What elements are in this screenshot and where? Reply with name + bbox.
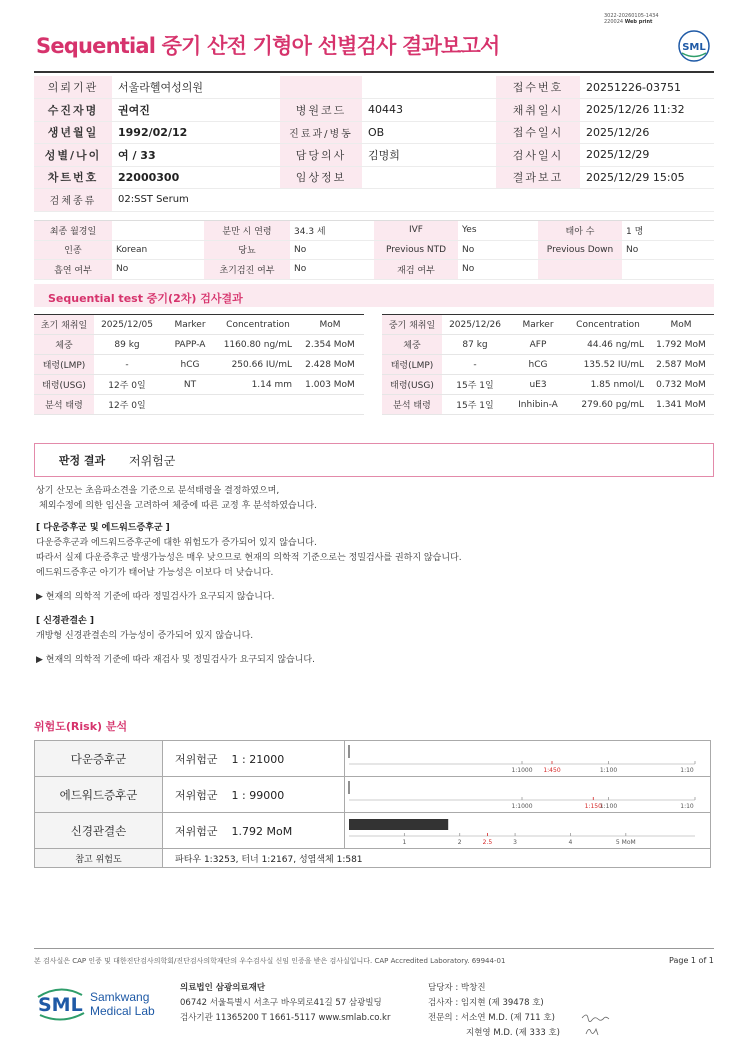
info-label: 진료과/병동: [280, 121, 362, 144]
report-title: Sequential 중기 산전 기형아 선별검사 결과보고서: [36, 34, 500, 58]
tick-label: 2.5: [482, 839, 493, 845]
risk-level: 저위험군: [175, 752, 218, 766]
marker-cell: 0.732 MoM: [648, 375, 714, 395]
marker-row: [382, 335, 714, 355]
accreditation-note: 본 검사실은 CAP 인증 및 대한진단검사의학회/진단검사의학재단의 우수검사실 신임 인증을 받은 검사실입니다. CAP Accredited Laboratory. 69944-01: [34, 957, 506, 965]
marker-cell: 2.587 MoM: [648, 355, 714, 375]
info-value: 서울라헬여성의원: [118, 81, 204, 94]
svg-text:SML: SML: [682, 42, 706, 53]
section-title: Sequential test 중기(2차) 검사결과: [34, 284, 714, 307]
risk-bar-cell: [345, 813, 711, 849]
info-label: 의뢰기관: [34, 76, 112, 99]
tick-label: 5 MoM: [615, 839, 636, 845]
marker-cell: [160, 395, 220, 415]
clinical-label: 최종 월경일: [34, 221, 112, 241]
risk-result: [163, 777, 345, 813]
marker-cell: NT: [160, 375, 220, 395]
marker-header: 2025/12/05: [94, 315, 160, 335]
clinical-value: 34.3 세: [290, 221, 374, 241]
judgement-value: 저위험군: [129, 453, 176, 468]
info-label: 생년월일: [34, 121, 112, 144]
clinical-label: 인종: [34, 240, 112, 260]
risk-name: 신경관결손: [35, 813, 163, 849]
specimen-value: 02:SST Serum: [118, 194, 189, 206]
info-label: [280, 76, 362, 99]
clinical-value: Yes: [458, 221, 538, 241]
risk-value: 1.792 MoM: [231, 824, 293, 838]
marker-row: [382, 375, 714, 395]
marker-header: 초기 채취일: [34, 315, 94, 335]
marker-cell: 1.003 MoM: [296, 375, 364, 395]
tick-label: 3: [513, 839, 517, 845]
marker-cell: 12주 0일: [94, 395, 160, 415]
clinical-value: No: [458, 240, 538, 260]
risk-result: [163, 741, 345, 777]
marker-row: [34, 375, 364, 395]
marker-cell: -: [442, 355, 508, 375]
judgement-label: 판정 결과: [58, 454, 106, 467]
info-value: 여 / 33: [118, 148, 156, 162]
tick-label: 1:1000: [511, 803, 533, 809]
marker-cell: [220, 395, 296, 415]
result-bar: [349, 819, 448, 830]
marker-row: [34, 395, 364, 415]
marker-cell: 1.85 nmol/L: [568, 375, 648, 395]
tick-label: 1:100: [599, 767, 618, 773]
marker-cell: hCG: [508, 355, 568, 375]
clinical-value: No: [458, 260, 538, 280]
marker-cell: AFP: [508, 335, 568, 355]
marker-cell: [296, 395, 364, 415]
marker-header-row: [382, 315, 714, 335]
risk-level: 저위험군: [175, 788, 218, 802]
risk-row: [35, 777, 711, 813]
marker-cell: 2.428 MoM: [296, 355, 364, 375]
risk-analysis-table: [34, 740, 711, 868]
info-label: 검사일시: [496, 144, 580, 167]
clinical-row: [34, 221, 714, 241]
info-value: [362, 76, 496, 99]
marker-cell: 135.52 IU/mL: [568, 355, 648, 375]
tick-label: 1:10: [680, 803, 694, 809]
marker-cell: 태령(LMP): [34, 355, 94, 375]
marker-cell: 분석 태령: [34, 395, 94, 415]
marker-cell: 279.60 pg/mL: [568, 395, 648, 415]
tick-label: 1:1000: [511, 767, 533, 773]
info-row: [34, 76, 714, 99]
svg-text:Medical Lab: Medical Lab: [90, 1004, 155, 1018]
svg-text:Samkwang: Samkwang: [90, 990, 150, 1004]
page-number: Page 1 of 1: [669, 956, 714, 965]
marker-header: Marker: [508, 315, 568, 335]
signature-image: [578, 1010, 618, 1040]
tick-label: 1:100: [599, 803, 618, 809]
sml-badge-icon: [676, 29, 712, 63]
ntd-heading: [ 신경관결손 ]: [36, 616, 94, 626]
marker-row: [382, 395, 714, 415]
info-row: [34, 166, 714, 189]
risk-scale-chart: [345, 777, 709, 809]
marker-cell: uE3: [508, 375, 568, 395]
print-meta: 3022-20260105-1434 220024 Web print: [604, 13, 659, 25]
info-label: 성별/나이: [34, 144, 112, 167]
info-value: 22000300: [118, 170, 180, 184]
marker-cell: 44.46 ng/mL: [568, 335, 648, 355]
clinical-label: 당뇨: [204, 240, 290, 260]
marker-cell: 87 kg: [442, 335, 508, 355]
marker-header: Concentration: [220, 315, 296, 335]
info-value: OB: [368, 125, 385, 139]
tick-label: 1:10: [680, 767, 694, 773]
risk-bar-cell: [345, 777, 711, 813]
clinical-label: 흡연 여부: [34, 260, 112, 280]
risk-bar-cell: [345, 741, 711, 777]
marker-cell: Inhibin-A: [508, 395, 568, 415]
info-row: [34, 99, 714, 122]
tick-label: 4: [568, 839, 573, 845]
info-value: 권여진: [118, 103, 150, 117]
info-value: 1992/02/12: [118, 125, 188, 139]
clinical-value: [622, 260, 714, 280]
marker-header-row: [34, 315, 364, 335]
clinical-value: [112, 221, 204, 241]
marker-cell: 체중: [382, 335, 442, 355]
marker-cell: 분석 태령: [382, 395, 442, 415]
marker-cell: 12주 0일: [94, 375, 160, 395]
svg-text:SML: SML: [38, 994, 83, 1016]
clinical-info-table: [34, 220, 714, 280]
marker-header: 중기 채취일: [382, 315, 442, 335]
specimen-row: [34, 189, 714, 212]
marker-cell: 15주 1일: [442, 375, 508, 395]
info-row: [34, 144, 714, 167]
footer-rule: [34, 948, 714, 949]
marker-header: MoM: [296, 315, 364, 335]
clinical-value: No: [112, 260, 204, 280]
reference-risk-value: 파타우 1:3253, 터너 1:2167, 성염색체 1:581: [163, 849, 711, 868]
info-label: 임상정보: [280, 166, 362, 189]
clinical-row: [34, 260, 714, 280]
patient-info-table: [34, 76, 714, 212]
marker-row: [34, 355, 364, 375]
down-recommendation: ▶ 현재의 의학적 기준에 따라 정밀검사가 요구되지 않습니다.: [36, 592, 275, 602]
info-value: 40443: [368, 103, 403, 117]
marker-cell: 태령(USG): [34, 375, 94, 395]
clinical-label: 분만 시 연령: [204, 221, 290, 241]
reference-risk-label: 참고 위험도: [35, 849, 163, 868]
tick-label: 2: [457, 839, 462, 845]
info-value: [362, 166, 496, 189]
marker-cell: 1.792 MoM: [648, 335, 714, 355]
info-value: 2025/12/29 15:05: [586, 170, 685, 184]
marker-cell: -: [94, 355, 160, 375]
clinical-label: 재검 여부: [374, 260, 458, 280]
info-label: 결과보고: [496, 166, 580, 189]
clinical-label: 초기검진 여부: [204, 260, 290, 280]
second-trimester-table: [382, 314, 714, 415]
marker-cell: 89 kg: [94, 335, 160, 355]
info-value: 김명희: [368, 148, 400, 162]
down-heading: [ 다운증후군 및 에드워드증후군 ]: [36, 523, 170, 533]
risk-name: 에드워드증후군: [35, 777, 163, 813]
marker-cell: 250.66 IU/mL: [220, 355, 296, 375]
samkwang-logo-icon: [36, 981, 166, 1025]
info-value: 20251226-03751: [586, 80, 681, 94]
clinical-value: Korean: [112, 240, 204, 260]
marker-cell: PAPP-A: [160, 335, 220, 355]
clinical-value: No: [290, 240, 374, 260]
info-value: 2025/12/26 11:32: [586, 103, 685, 117]
info-label: 접수일시: [496, 121, 580, 144]
clinical-label: IVF: [374, 221, 458, 241]
marker-cell: hCG: [160, 355, 220, 375]
marker-cell: 태령(LMP): [382, 355, 442, 375]
risk-scale-chart: [345, 741, 709, 773]
clinical-label: 태아 수: [538, 221, 622, 241]
marker-header: MoM: [648, 315, 714, 335]
info-label: 수진자명: [34, 99, 112, 122]
clinical-label: Previous Down: [538, 240, 622, 260]
judgement-box: [34, 443, 714, 477]
clinical-value: No: [290, 260, 374, 280]
info-label: 차트번호: [34, 166, 112, 189]
header-rule: [34, 71, 714, 73]
info-value: 2025/12/29: [586, 148, 650, 162]
risk-row: [35, 813, 711, 849]
marker-cell: 1.341 MoM: [648, 395, 714, 415]
risk-result: [163, 813, 345, 849]
marker-cell: 15주 1일: [442, 395, 508, 415]
info-label: 병원코드: [280, 99, 362, 122]
risk-scale-chart: [345, 813, 709, 845]
first-trimester-table: [34, 314, 364, 415]
marker-row: [34, 335, 364, 355]
marker-cell: 1.14 mm: [220, 375, 296, 395]
marker-cell: 태령(USG): [382, 375, 442, 395]
risk-name: 다운증후군: [35, 741, 163, 777]
risk-title: 위험도(Risk) 분석: [34, 720, 128, 733]
specimen-label: 검체종류: [34, 189, 112, 212]
info-value: 2025/12/26: [586, 125, 650, 139]
interpretation-text: 상기 산모는 초음파소견을 기준으로 분석태령을 결정하였으며, 체외수정에 의한 임신을 고려하여 체중에 따른 교정 후 분석하였습니다. [ 다운증후군 및 에드워드증후군 ] 다운증후군과 에드워드증후군에 대한 위험도가 증가되어 있지 않습니다. 따라서 실제 다운증후군 발생가능성은 매우 낮으므로 현재의 의학적 기준으로는 정밀검사를 권하지 않습니다. 에드워드증후군 아기가 태어날 가능성은 이보다 더 낮습니다. ▶ 현재의 의학적 기준에 따라 정밀검사가 요구되지 않습니다. [ 신경관결손 ] 개방형 신경관결손의 가능성이 증가되어 있지 않습니다. ▶ 현재의 의학적 기준에 따라 재검사 및 정밀검사가 요구되지 않습니다.: [36, 484, 716, 668]
reference-risk-row: [35, 849, 711, 868]
risk-value: 1 : 21000: [231, 752, 285, 766]
risk-level: 저위험군: [175, 824, 218, 838]
marker-row: [382, 355, 714, 375]
tick-label: 1: [402, 839, 407, 845]
risk-row: [35, 741, 711, 777]
marker-cell: 체중: [34, 335, 94, 355]
marker-header: Concentration: [568, 315, 648, 335]
tick-label: 1:450: [543, 767, 561, 773]
marker-cell: 2.354 MoM: [296, 335, 364, 355]
info-label: 접수번호: [496, 76, 580, 99]
tick-label: 1:150: [584, 803, 602, 809]
info-row: [34, 121, 714, 144]
info-label: 채취일시: [496, 99, 580, 122]
risk-value: 1 : 99000: [231, 788, 285, 802]
staff-info: 담당자 : 박창진 검사자 : 임지현 (제 39478 호) 전문의 : 서소연 M.D. (제 711 호) 지현영 M.D. (제 333 호): [428, 983, 561, 1038]
clinical-value: 1 명: [622, 221, 714, 241]
marker-cell: 1160.80 ng/mL: [220, 335, 296, 355]
clinical-row: [34, 240, 714, 260]
org-info: 의료법인 삼광의료재단 06742 서울특별시 서초구 바우뫼로41길 57 삼광빌딩 검사기관 11365200 T 1661-5117 www.smlab.co.kr: [180, 983, 391, 1023]
clinical-label: [538, 260, 622, 280]
marker-header: 2025/12/26: [442, 315, 508, 335]
ntd-recommendation: ▶ 현재의 의학적 기준에 따라 재검사 및 정밀검사가 요구되지 않습니다.: [36, 655, 315, 665]
info-label: 담당의사: [280, 144, 362, 167]
clinical-label: Previous NTD: [374, 240, 458, 260]
clinical-value: No: [622, 240, 714, 260]
marker-header: Marker: [160, 315, 220, 335]
